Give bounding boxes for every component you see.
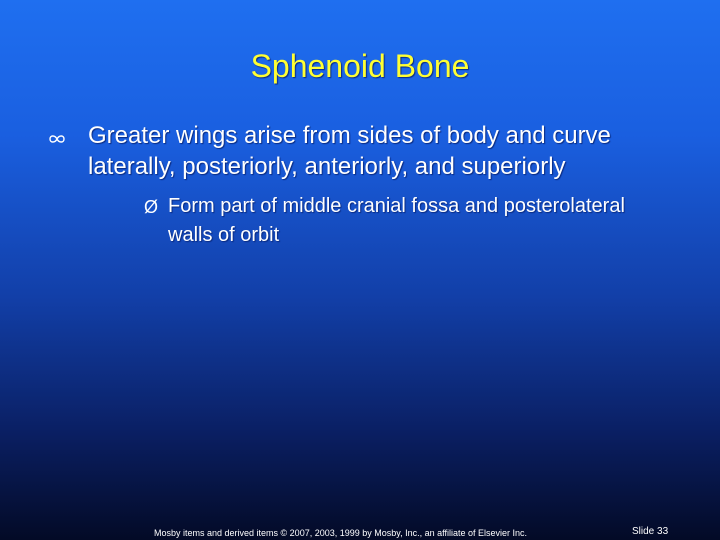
bullet-text: Greater wings arise from sides of body and curve laterally, posteriorly, anteriorly, and superiorly bbox=[88, 122, 611, 180]
sub-bullet-text: Form part of middle cranial fossa and posterolateral walls of orbit bbox=[168, 195, 625, 246]
sub-bullet-item bbox=[88, 192, 660, 250]
arrow-bullet-icon: Ø bbox=[144, 197, 159, 217]
bullet-list bbox=[40, 120, 660, 250]
infinity-bullet-icon bbox=[48, 134, 66, 144]
copyright-footer: Mosby items and derived items © 2007, 2003, 1999 by Mosby, Inc., an affiliate of Elsevier Inc. bbox=[154, 528, 527, 538]
slide-title: Sphenoid Bone bbox=[250, 48, 470, 84]
bullet-item bbox=[40, 120, 660, 250]
slide-number: Slide 33 bbox=[632, 526, 669, 537]
